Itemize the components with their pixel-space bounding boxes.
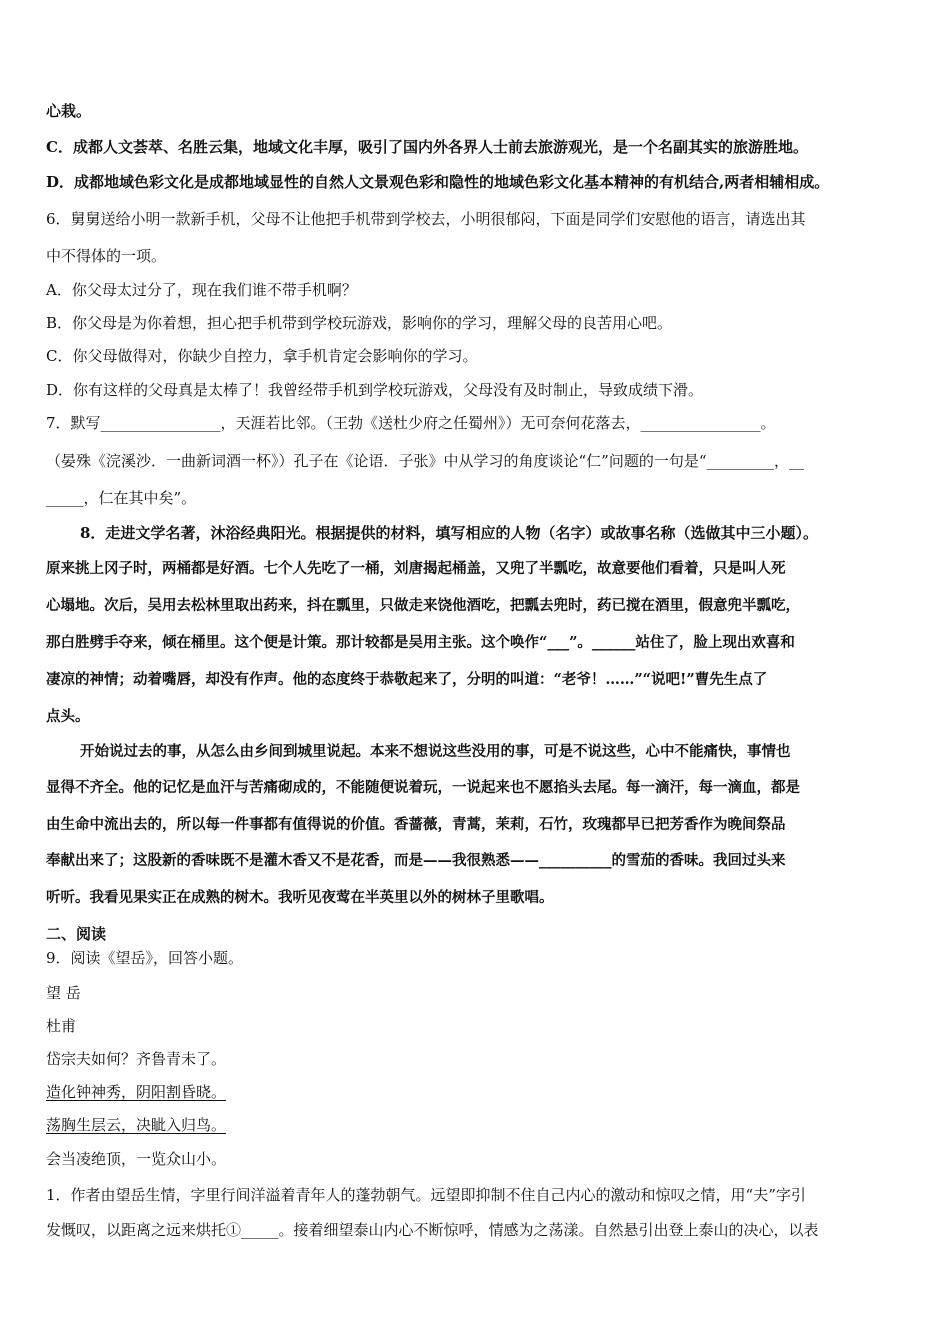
poem-line: 岱宗夫如何？齐鲁青未了。	[46, 1050, 227, 1068]
poem-line-underlined: 荡胸生层云，决眦入归鸟。	[46, 1116, 227, 1134]
question-6-option-a: A．你父母太过分了，现在我们谁不带手机啊？	[46, 281, 357, 299]
passage-2-line: 由生命中流出去的，所以每一件事都有值得说的价值。香蔷薇，青蒿，茉莉，石竹，玫瑰都早已把芳香作为晚间祭品	[46, 816, 786, 833]
section-heading: 二、阅读	[46, 925, 107, 943]
passage-2-line: 显得不齐全。他的记忆是血汗与苦痛砌成的，不能随便说着玩，一说起来也不愿掐头去尾。每一滴汗，每一滴血，都是	[46, 779, 800, 796]
poem-line: 会当凌绝顶，一览众山小。	[46, 1150, 227, 1168]
passage-1-line: 凄凉的神情；动着嘴唇，却没有作声。他的态度终于恭敬起来了，分明的叫道：“老爷！……”“说吧!”曹先生点了	[46, 671, 768, 688]
question-7: 7．默写________________，天涯若比邻。（王勃《送杜少府之任蜀州》）无可奈何花落去，________________。	[46, 414, 776, 432]
question-7-cont: （晏殊《浣溪沙．一曲新词酒一杯》）孔子在《论语．子张》中从学习的角度谈论“仁”问题的一句是“_________，__	[46, 452, 805, 470]
question-6-option-c: C．你父母做得对，你缺少自控力，拿手机肯定会影响你的学习。	[46, 347, 478, 365]
passage-2-line: 奉献出来了；这股新的香味既不是灌木香又不是花香，而是——我很熟悉——__________的雪茄的香味。我回过头来	[46, 852, 786, 869]
question-8: 8．走进文学名著，沐浴经典阳光。根据提供的材料，填写相应的人物（名字）或故事名称（选做其中三小题）。	[80, 524, 818, 542]
question-9: 9．阅读《望岳》，回答小题。	[46, 949, 244, 967]
passage-1-line: 点头。	[46, 708, 90, 725]
passage-2-line: 听听。我看见果实正在成熟的树木。我听见夜莺在半英里以外的树林子里歌唱。	[46, 889, 554, 906]
question-6: 6．舅舅送给小明一款新手机，父母不让他把手机带到学校去，小明很郁闷，下面是同学们安慰他的语言，请选出其	[46, 210, 806, 228]
question-6-cont: 中不得体的一项。	[46, 247, 167, 265]
question-6-option-d: D．你有这样的父母真是太棒了！我曾经带手机到学校玩游戏，父母没有及时制止，导致成绩下滑。	[46, 381, 704, 399]
passage-2-line: 开始说过去的事，从怎么由乡间到城里说起。本来不想说这些没用的事，可是不说这些，心中不能痛快，事情也	[80, 743, 791, 760]
poem-line-underlined: 造化钟神秀，阴阳割昏晓。	[46, 1083, 227, 1101]
passage-1-line: 原来挑上冈子时，两桶都是好酒。七个人先吃了一桶，刘唐揭起桶盖，又兜了半瓢吃，故意要他们看着，只是叫人死	[46, 560, 786, 577]
question-6-option-b: B．你父母是为你着想，担心把手机带到学校玩游戏，影响你的学习，理解父母的良苦用心吧。	[46, 314, 673, 332]
option-c-line: C．成都人文荟萃、名胜云集，地域文化丰厚，吸引了国内外各界人士前去旅游观光，是一个名副其实的旅游胜地。	[46, 138, 808, 156]
question-9-sub1: 1．作者由望岳生情，字里行间洋溢着青年人的蓬勃朝气。远望即抑制不住自己内心的激动和惊叹之情，用“夫”字引	[46, 1186, 806, 1204]
question-9-sub1-cont: 发慨叹，以距离之远来烘托①_____。接着细望泰山内心不断惊呼，情感为之荡漾。自然悬引出登上泰山的决心，以表	[46, 1221, 819, 1239]
option-d-line: D．成都地域色彩文化是成都地域显性的自然人文景观色彩和隐性的地域色彩文化基本精神的有机结合,两者相辅相成。	[46, 173, 830, 191]
passage-1-line: 那白胜劈手夺来，倾在桶里。这个便是计策。那计较都是吴用主张。这个唤作“___”。______站住了，脸上现出欢喜和	[46, 634, 795, 651]
passage-1-line: 心塌地。次后，吴用去松林里取出药来，抖在瓢里，只做走来饶他酒吃，把瓢去兜时，药已搅在酒里，假意兜半瓢吃，	[46, 597, 800, 614]
text-line: 心栽。	[46, 102, 92, 120]
poem-title: 望 岳	[46, 984, 81, 1002]
poem-author: 杜甫	[46, 1017, 77, 1035]
question-7-cont2: _____，仁在其中矣”。	[46, 489, 197, 507]
